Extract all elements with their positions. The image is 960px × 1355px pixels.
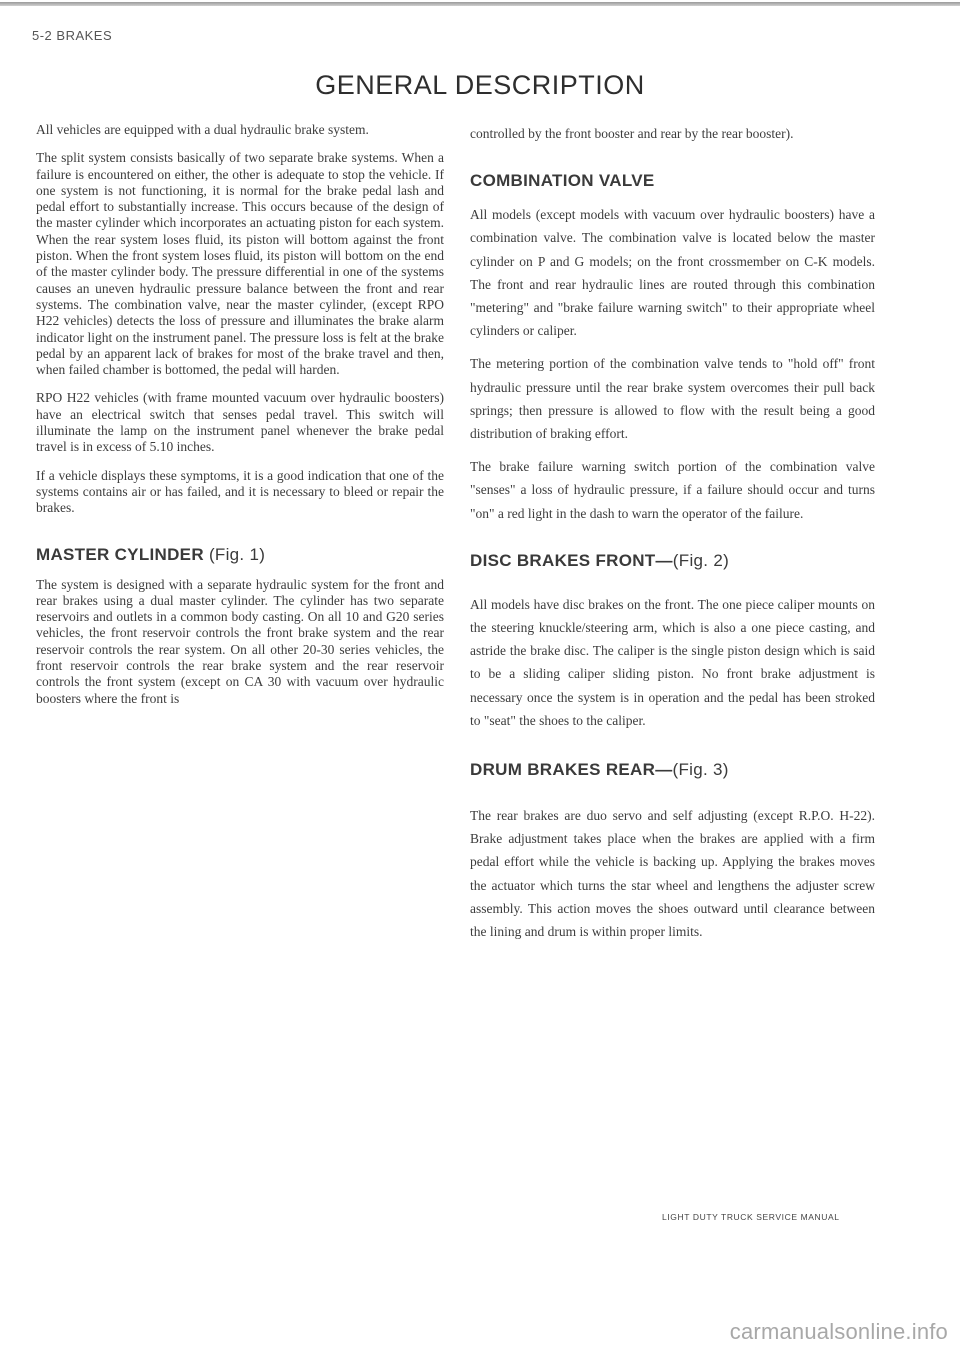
section-heading-combination-valve: COMBINATION VALVE: [470, 171, 655, 191]
paragraph: The brake failure warning switch portion of the combination valve "senses" a loss of hydraulic pressure, if a failure should occur and turns "on" a red light in the dash to warn the operator of the failure.: [470, 459, 875, 521]
figure-reference: (Fig. 1): [208, 544, 266, 564]
running-head: 5-2 BRAKES: [32, 28, 113, 43]
footer-manual-title: LIGHT DUTY TRUCK SERVICE MANUAL: [662, 1212, 840, 1222]
heading-text: DRUM BRAKES REAR—: [470, 760, 673, 780]
paragraph: RPO H22 vehicles (with frame mounted vacuum over hydraulic boosters) have an electrical switch that senses pedal travel. This switch will illuminate the lamp on the instrument panel whenever the brake pedal travel is in excess of 5.10 inches.: [36, 390, 444, 455]
page-title: GENERAL DESCRIPTION: [315, 70, 645, 100]
right-column: [470, 122, 875, 955]
paragraph: All vehicles are equipped with a dual hydraulic brake system.: [36, 122, 369, 137]
figure-reference: (Fig. 2): [672, 550, 730, 570]
heading-text: DISC BRAKES FRONT—: [470, 550, 673, 570]
paragraph: If a vehicle displays these symptoms, it is a good indication that one of the systems contains air or has failed, and it is necessary to bleed or repair the brakes.: [36, 467, 444, 516]
paragraph: controlled by the front booster and rear by the rear booster).: [470, 126, 794, 141]
section-heading-disc-brakes: [470, 551, 875, 571]
paragraph: All models have disc brakes on the front. The one piece caliper mounts on the steering knuckle/steering arm, which is also a one piece casting, and astride the brake disc. The caliper is the single piston design which is said to be a sliding caliper sliding piston. No front brake adjustment is necessary once the system is in operation and the pedal has been stroked to "seat" the shoes to the caliper.: [470, 596, 875, 728]
paragraph: The rear brakes are duo servo and self adjusting (except R.P.O. H-22). Brake adjustment takes place when the brakes are applied with a firm pedal effort while the vehicle is backing up. Applying the brakes moves the actuator which turns the star wheel and lengthens the adjuster screw assembly. This action moves the shoes outward until clearance between the lining and drum is within proper limits.: [470, 808, 875, 940]
paragraph: All models (except models with vacuum over hydraulic boosters) have a combination valve. The combination valve is located below the master cylinder on P and G models; on the front crossmember on C-K models. The front and rear hydraulic lines are routed through this combination "metering" and "brake failure warning switch" to their appropriate wheel cylinders or caliper.: [470, 207, 875, 339]
left-column: [36, 122, 444, 719]
top-rule: [0, 2, 960, 6]
heading-text: MASTER CYLINDER: [36, 544, 204, 564]
section-heading-drum-brakes: [470, 760, 875, 780]
watermark: carmanualsonline.info: [729, 1319, 948, 1344]
figure-reference: (Fig. 3): [672, 760, 729, 780]
paragraph: The metering portion of the combination valve tends to "hold off" front hydraulic pressure until the rear brake system overcomes their pull back springs; then pressure is allowed to flow with the result being a good distribution of braking effort.: [470, 356, 875, 442]
paragraph: The system is designed with a separate hydraulic system for the front and rear brakes using a dual master cylinder. The cylinder has two separate reservoirs and outlets in a common body casting. On all 10 and G20 series vehicles, the front reservoir controls the front brake system and the rear reservoir controls the rear system. On all other 20-30 series vehicles, the front reservoir controls the rear brake system and the rear reservoir controls the front system (except on CA 30 with vacuum over hydraulic boosters where the front is: [36, 576, 444, 706]
section-heading-master-cylinder: [36, 545, 444, 565]
paragraph: The split system consists basically of two separate brake systems. When a failure is encountered on either, the other is adequate to stop the vehicle. If one system is not functioning, it is normal for the brake pedal lash and pedal effort to substantially increase. This occurs because of the design of the master cylinder which incorporates an actuating piston for each system. When the rear system loses fluid, its piston will bottom against the front piston. When the front system loses fluid, its piston will bottom on the end of the master cylinder body. The pressure differential in one of the systems causes an uneven hydraulic pressure balance between the front and rear systems. The combination valve, near the master cylinder, (except RPO H22 vehicles) detects the loss of pressure and illuminates the brake alarm indicator light on the instrument panel. The pressure loss is felt at the brake pedal by an apparent lack of brakes for most of the brake travel and then, when failed chamber is bottomed, the pedal will harden.: [36, 150, 444, 378]
